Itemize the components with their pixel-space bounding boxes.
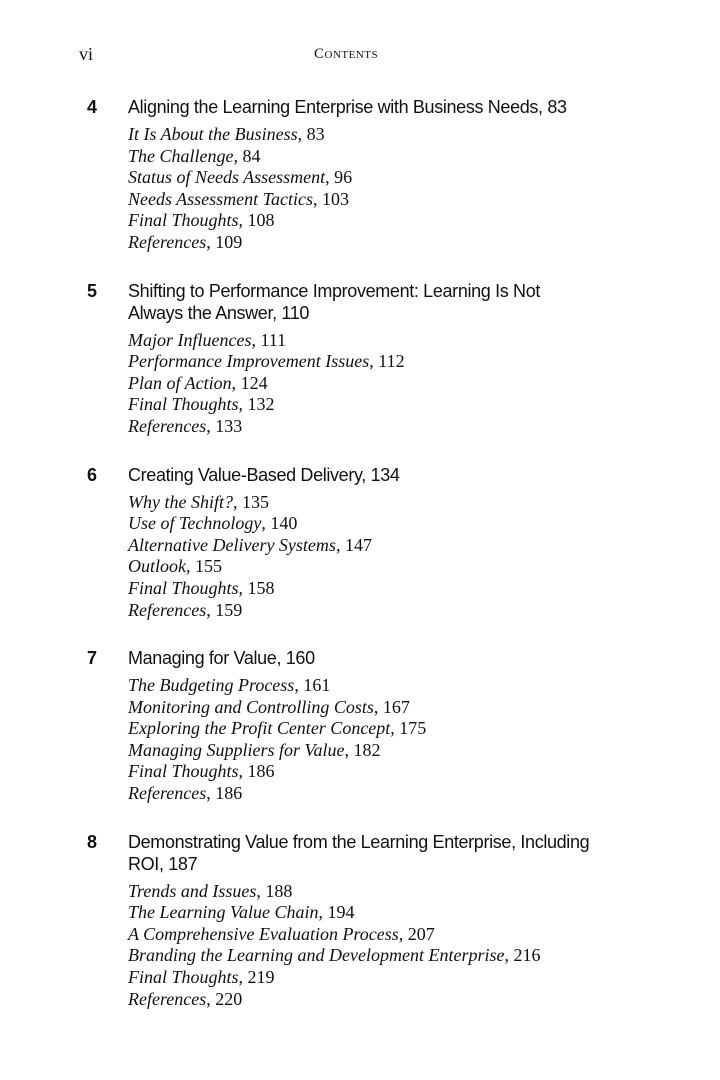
section-list	[128, 881, 720, 1011]
section-entry	[128, 761, 720, 783]
chapter-number: 7	[87, 648, 98, 669]
section-title: Exploring the Profit Center Concept	[128, 718, 391, 739]
section-page-number: , 158	[238, 577, 275, 598]
chapter-entry	[0, 96, 720, 254]
section-entry	[128, 330, 720, 352]
section-page-number: , 84	[233, 145, 261, 166]
section-title: Plan of Action	[128, 372, 232, 393]
section-title: The Learning Value Chain	[128, 902, 319, 923]
section-entry	[128, 373, 720, 395]
section-title: Final Thoughts	[128, 761, 239, 782]
section-page-number: , 194	[318, 902, 355, 923]
section-entry	[128, 513, 720, 535]
section-list	[128, 330, 720, 438]
section-entry	[128, 492, 720, 514]
chapter-entry	[0, 464, 720, 622]
section-list	[128, 492, 720, 622]
section-title: It Is About the Business	[128, 124, 298, 144]
section-page-number: , 161	[294, 675, 331, 696]
section-entry	[128, 718, 720, 740]
section-entry	[128, 394, 720, 416]
chapter-number: 6	[87, 464, 98, 485]
section-entry	[128, 124, 720, 146]
section-title: Monitoring and Controlling Costs	[128, 696, 374, 717]
chapter-title: Aligning the Learning Enterprise with Business Needs, 83	[128, 97, 567, 117]
section-entry	[128, 416, 720, 438]
section-page-number: , 108	[238, 210, 275, 231]
section-title: Needs Assessment Tactics	[128, 188, 314, 209]
section-title: Status of Needs Assessment	[128, 167, 326, 188]
chapter-entry	[0, 647, 720, 805]
section-page-number: , 147	[335, 534, 372, 555]
section-entry	[128, 881, 720, 903]
section-page-number: , 186	[238, 761, 275, 782]
section-title: Managing Suppliers for Value	[128, 739, 345, 760]
chapter-entry	[0, 831, 720, 1011]
section-page-number: , 96	[325, 167, 353, 188]
section-entry	[128, 167, 720, 189]
section-entry	[128, 210, 720, 232]
section-title: References	[128, 415, 207, 436]
section-page-number: , 159	[206, 599, 243, 620]
section-page-number: , 219	[238, 967, 275, 988]
section-page-number: , 167	[373, 696, 410, 717]
section-title: Final Thoughts	[128, 210, 239, 231]
section-title: The Challenge	[128, 145, 234, 166]
section-entry	[128, 556, 720, 578]
section-entry	[128, 902, 720, 924]
section-page-number: , 186	[206, 783, 243, 804]
section-entry	[128, 189, 720, 211]
section-title: Use of Technology	[128, 513, 262, 534]
chapter-number: 8	[87, 831, 98, 852]
section-page-number: , 207	[398, 923, 435, 944]
section-list	[128, 675, 720, 805]
section-title: A Comprehensive Evaluation Process	[128, 923, 399, 944]
section-page-number: , 216	[504, 945, 541, 966]
section-page-number: , 135	[232, 491, 269, 512]
section-entry	[128, 697, 720, 719]
section-title: References	[128, 599, 207, 620]
table-of-contents	[0, 96, 720, 1036]
section-title: Trends and Issues	[128, 880, 257, 901]
section-title: Outlook	[128, 556, 186, 577]
section-page-number: , 124	[231, 372, 268, 393]
section-entry	[128, 967, 720, 989]
section-entry	[128, 675, 720, 697]
section-page-number: , 175	[390, 718, 427, 739]
chapter-entry	[0, 280, 720, 438]
section-page-number: , 109	[206, 231, 243, 252]
section-entry	[128, 535, 720, 557]
chapter-title: Creating Value-Based Delivery, 134	[128, 464, 400, 485]
section-title: Why the Shift?	[128, 491, 233, 512]
section-page-number: , 155	[186, 556, 222, 577]
section-title: Major Influences	[128, 329, 252, 350]
section-title: Final Thoughts	[128, 967, 239, 988]
section-entry	[128, 146, 720, 168]
section-page-number: , 103	[313, 188, 350, 209]
section-title: Alternative Delivery Systems	[128, 534, 336, 555]
section-page-number: , 111	[251, 329, 287, 350]
section-entry	[128, 740, 720, 762]
chapter-title: Demonstrating Value from the Learning Enterprise, Including ROI, 187	[128, 831, 590, 874]
section-entry	[128, 924, 720, 946]
section-title: References	[128, 783, 207, 804]
section-entry	[128, 989, 720, 1011]
section-title: Performance Improvement Issues	[128, 351, 370, 372]
chapter-title: Shifting to Performance Improvement: Learning Is Not Always the Answer, 110	[128, 280, 541, 323]
section-entry	[128, 945, 720, 967]
section-page-number: , 132	[238, 394, 275, 415]
section-list	[128, 124, 720, 254]
section-page-number: , 182	[344, 739, 381, 760]
section-entry	[128, 600, 720, 622]
section-page-number: , 220	[206, 988, 243, 1009]
chapter-number: 5	[87, 280, 98, 301]
section-title: Final Thoughts	[128, 577, 239, 598]
section-page-number: , 133	[206, 415, 243, 436]
page-header	[0, 44, 720, 68]
page-number: vi	[79, 44, 94, 64]
section-title: Branding the Learning and Development Enterprise	[128, 945, 505, 966]
section-title: References	[128, 231, 207, 252]
section-page-number: , 140	[261, 513, 298, 534]
section-entry	[128, 232, 720, 254]
chapter-number: 4	[87, 97, 98, 117]
section-title: The Budgeting Process	[128, 675, 295, 696]
running-head: Contents	[314, 46, 379, 62]
section-page-number: , 83	[297, 124, 325, 144]
section-title: References	[128, 988, 207, 1009]
chapter-title: Managing for Value, 160	[128, 648, 315, 669]
section-entry	[128, 578, 720, 600]
section-entry	[128, 783, 720, 805]
section-entry	[128, 351, 720, 373]
section-page-number: , 112	[369, 351, 405, 372]
section-page-number: , 188	[256, 880, 293, 901]
section-title: Final Thoughts	[128, 394, 239, 415]
